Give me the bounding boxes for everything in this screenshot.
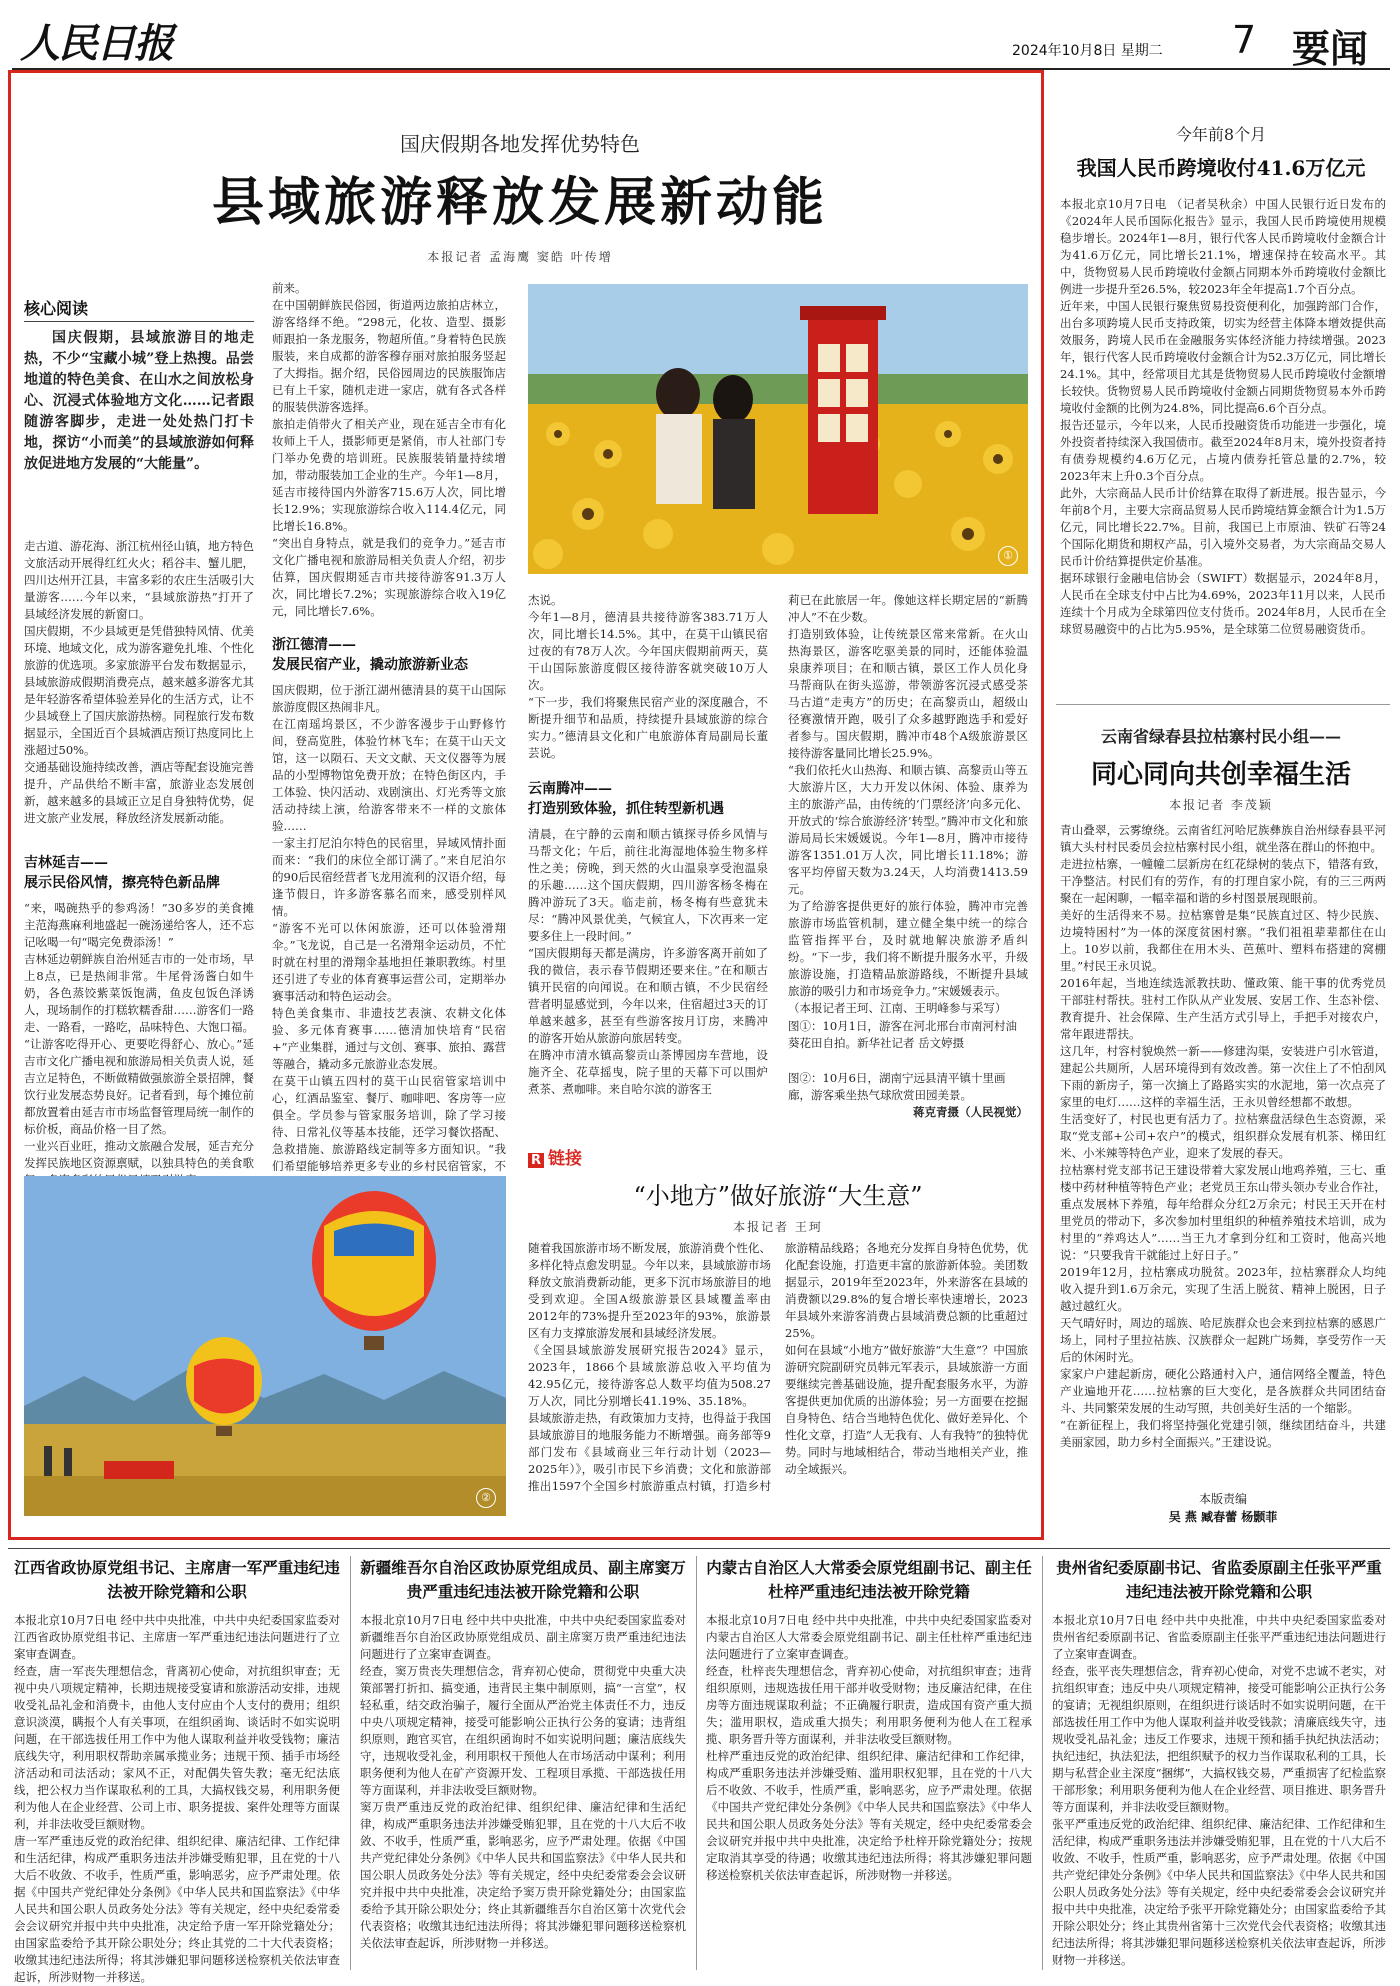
link-label-text: 链接 [548,1149,583,1169]
bottom-article1-body: 本报北京10月7日电 经中共中央批准，中共中央纪委国家监委对江西省政协原党组书记、主席唐一军严重违纪违法问题进行了立案审查调查。 经查，唐一军丧失理想信念，背离初心使命，对抗组织审查；无视中央八项规定精神，长期违规接受宴请和旅游活动安排，违规收受礼品礼金和消费卡，由他人支付应由个人支付的费用；组织意识淡漠，瞒报个人有关事项，在组织函询、谈话时不如实说明问题，在干部选拔任用工作中为他人谋取利益并收受钱物；廉洁底线失守，利用职权帮助亲属承揽业务；违规干预、插手市场经济活动和司法活动；家风不正，对配偶失管失教；毫无纪法底线，把公权力当作谋取私利的工具，大搞权钱交易，利用职务便利为他人在企业经营、公司上市、职务提拔、案件处理等方面谋利，并非法收受巨额财物。 唐一军严重违反党的政治纪律、组织纪律、廉洁纪律、工作纪律和生活纪律，构成严重职务违法并涉嫌受贿犯罪，且在党的十八大后不收敛、不收手，性质严重，影响恶劣，应予严肃处理。依据《中国共产党纪律处分条例》《中华人民共和国监察法》《中华人民共和国公职人员政务处分法》等有关规定，经中央纪委常委会会议研究并报中共中央批准，决定给予唐一军开除党籍处分；由国家监委给予其开除公职处分；终止其党的二十大代表资格；收缴其违纪违法所得；将其涉嫌犯罪问题移送检察机关依法审查起诉，所涉财物一并移送。 [14,1613,340,1984]
link-headline: “小地方”做好旅游“大生意” [633,1182,923,1210]
main-byline: 本报记者 孟海鹰 窦皓 叶传增 [427,250,613,264]
section-deqing-body: 国庆假期，位于浙江湖州德清县的莫干山国际旅游度假区热闹非凡。 在江南瑶坞景区，不少游客漫步于山野修竹间，登高览胜，体验竹林飞车；在莫干山天文馆，这一以陨石、天文文献、天文仪器等为展品的小型博物馆免费开放；在特色街区内，手工体验、快闪活动、戏剧演出、灯光秀等文旅活动持续上演，给游客带来不一样的文旅体验…… 一家主打尼泊尔特色的民宿里，异域风情扑面而来：“我们的床位全部订满了。”来自尼泊尔的90后民宿经营者飞龙用流利的汉语介绍，每逢节假日，许多游客慕名而来，感受别样风情。 “游客不光可以休闲旅游，还可以体验滑翔伞。”飞龙说，自己是一名滑翔伞运动员，不忙时就在村里的滑翔伞基地担任兼职教练。村里还引进了专业的体育赛事运营公司，定期举办赛事活动和特色运动会。 特色美食集市、非遗技艺表演、农耕文化体验、多元体育赛事……德清加快培育“民宿+”产业集群，通过与文创、赛事、旅拍、露营等融合，撬动多元旅游业态发展。 在莫干山镇五四村的莫干山民宿管家培训中心，红酒品鉴室、餐厅、咖啡吧、客房等一应俱全。学员参与管家服务培训，除了学习接待、日常礼仪等基本技能，还学习餐饮搭配、急救措施、旅游路线定制等多方面知识。“我们希望能够培养更多专业的乡村民宿管家，不 [272,683,507,1173]
section-tengchong-title: 云南腾冲—— [528,781,612,797]
bottom-article2-headline: 新疆维吾尔自治区政协原党组成员、副主席窦万贵严重违纪违法被开除党籍和公职 [360,1558,686,1601]
bottom-column-rule-1 [350,1556,351,1970]
right-article2-kicker: 云南省绿春县拉枯寨村民小组—— [1100,727,1341,746]
section-deqing-title: 浙江德清—— [272,637,356,653]
section-tengchong-subhead: 打造别致体验，抓住转型新机遇 [528,801,724,817]
right-divider [1056,704,1390,705]
section-tengchong-body: 清晨，在宁静的云南和顺古镇探寻侨乡风情与马帮文化；午后，前往北海湿地体验生物多样性之美；傍晚，到天然的火山温泉享受泡温泉的乐趣……这个国庆假期，四川游客杨冬梅在腾冲游玩了3天。临走前，杨冬梅有些意犹未尽：“腾冲风景优美，气候宜人，下次再来一定要多住上一段时间。” “国庆假期每天都是满房，许多游客离开前如了我的微信，表示春节假期还要来住。”在和顺古镇开民宿的向闻说。在和顺古镇，不少民宿经营者明显感觉到，今年以来，住宿超过3天的订单越来越多，甚至有些游客按月订房，来腾冲的游客开始从旅游向旅居转变。 在腾冲市清水镇高黎贡山茶博园房车营地，设施齐全、花草摇曳，院子里的天幕下可以围炉煮茶、煮咖啡。来自哈尔滨的游客王 [528,827,768,1096]
bottom-article3-headline: 内蒙古自治区人大常委会原党组副书记、副主任杜梓严重违纪违法被开除党籍 [706,1558,1032,1601]
bottom-divider [8,1548,1390,1549]
photo-caption-1: 图①：10月1日，游客在河北邢台市南河村油葵花田自拍。新华社记者 岳文婷摄 [788,1019,1017,1050]
section-yanji-body-cont: 前来。 在中国朝鲜族民俗园，街道两边旅拍店林立，游客络绎不绝。“298元，化妆、造型、摄影师跟拍一条龙服务，物超所值。”身着特色民族服装，来自成都的游客穆存丽对旅拍服务竖起了大拇指。据介绍，民俗园周边的民族服饰店已有上千家，随机走进一家店，就有各式各样的服装供游客选择。 旅拍走俏带火了相关产业，现在延吉全市有化妆师上千人，摄影师更是紧俏，市人社部门专门举办免费的培训班。民族服装销量持续增加，带动服装加工企业的生产。今年1—8月，延吉市接待国内外游客715.6万人次，同比增长12.9%；实现旅游综合收入114.4亿元，同比增长16.8%。 “突出自身特点，就是我们的竞争力。”延吉市文化广播电视和旅游局相关负责人介绍，初步估算，国庆假期延吉市共接待游客91.3万人次，同比增长7.2%；实现旅游综合收入19亿元，同比增长7.6%。 [272,281,506,618]
masthead [12,10,1390,70]
right-article2-body: 青山叠翠，云雾缭绕。云南省红河哈尼族彝族自治州绿春县平河镇大头村村民委员会拉枯寨村民小组，就坐落在群山的怀抱中。 走进拉枯寨，一幢幢二层新房在红花绿树的装点下，错落有致，干净整洁。村民们有的劳作，有的打理自家小院，有的三三两两聚在一起闲聊，一幅幸福和谐的乡村图景展现眼前。 美好的生活得来不易。拉枯寨曾是集“民族直过区、特少民族、边境特困村”为一体的深度贫困村寨。“我们祖祖辈辈都住在山上。10岁以前，我都住在用木头、芭蕉叶、塑料布搭建的窝棚里。”村民王永贝说。 2016年起，当地连续选派教扶助、懂政策、能干事的优秀党员干部驻村帮扶。驻村工作队从产业发展、安居工作、生态补偿、教育提升、社会保障、生产生活方式引导上，手把手对接农户，常年跟进帮扶。 这几年，村容村貌焕然一新——修建沟渠，安装进户引水管道，建起公共厕所，人居环境得到有效改善。第一次住上了不怕刮风下雨的新房子，第一次摘上了路路实实的水泥地，第一次点亮了家里的电灯……这样的幸福生活，王永贝曾经想都不敢想。 生活变好了，村民也更有活力了。拉枯寨盘活绿色生态资源，采取“党支部+公司+农户”的模式，组织群众发展有机茶、梯田红米、小米辣等特色产业，迎来了发展的春天。 拉枯寨村党支部书记王建设带着大家发展山地鸡养殖，三七、重楼中药材种植等特色产业；老党员王东山带头领办专业合作社，重点发展林下养殖，每年给群众分红2万余元；村民王天开在村里党员的带动下，多次参加村里组织的种植养殖技术培训，成为村里的“养鸡达人”……当王九才拿到分红和工资时，他高兴地说：“只要我肯干就能过上好日子。” 2019年12月，拉枯寨成功脱贫。2023年，拉枯寨群众人均纯收入提升到1.6万余元，实现了生活上脱贫、精神上脱困，日子越过越红火。 天气晴好时，周边的瑶族、哈尼族群众也会来到拉枯寨的感恩广场上，同村子里拉祜族、汉族群众一起跳广场舞，享受劳作一天后的休闲时光。 家家户户建起新房，硬化公路通村入户，通信网络全覆盖，特色产业遍地开花……拉枯寨的巨大变化，是各族群众共同团结奋斗、共同繁荣发展的生动写照，共创美好生活的一个缩影。 “在新征程上，我们将坚持强化党建引领，继续团结奋斗，共建美丽家园，助力乡村全面振兴。”王建设说。 [1060,823,1386,1449]
link-body: 随着我国旅游市场不断发展，旅游消费个性化、多样化特点愈发明显。今年以来，县域旅游市场释放文旅消费新动能，更多下沉市场旅游目的地受到欢迎。全国A级旅游景区县域覆盖率由2012年的73%提升至2023年的93%，旅游景区有力支撑旅游发展和县域经济发展。 《全国县域旅游发展研究报告2024》显示，2023年，1866个县域旅游总收入平均值为42.95亿元，接待游客总人数平均值为508.27万人次，同比分别增长41.19%、35.18%。 县域旅游走热，有政策加力支持，也得益于我国县域旅游目的地服务能力不断增强。商务部等9部门发布《县域商业三年行动计划（2023—2025年）》，吸引市民下乡消费；文化和旅游部推出1597个全国乡村旅游重点村镇，打造乡村旅游精品线路；各地充分发挥自身特色优势，优化配套设施，打造更丰富的旅游新体验。美团数据显示，2019年至2023年，外来游客在县域的消费额以29.8%的复合增长率快速增长，2023年县域外来游客消费占县域消费总额的比重超过25%。 如何在县域“小地方”做好旅游“大生意”？中国旅游研究院副研究员韩元军表示，县域旅游一方面要继续完善基础设施，提升配套服务水平，为游客提供更加优质的出游体验；另一方面要在挖掘自身特色、结合当地特色优化、做好差异化、个性化文章，打造“人无我有、人有我特”的独特优势。同时与地域相结合，带动当地相关产业，推动全域振兴。 [528,1241,1028,1493]
core-reading-text: 国庆假期，县域旅游目的地走热，不少“宝藏小城”登上热搜。品尝地道的特色美食、在山水之间放松身心、沉浸式体验地方文化……记者跟随游客脚步，走进一处处热门打卡地，探访“小而美”的县域旅游如何释放促进地方发展的“大能量”。 [24,330,254,472]
bottom-article4-body: 本报北京10月7日电 经中共中央批准，中共中央纪委国家监委对贵州省纪委原副书记、省监委原副主任张平严重违纪违法问题进行了立案审查调查。 经查，张平丧失理想信念，背弃初心使命，对党不忠诚不老实，对抗组织审查；违反中央八项规定精神，接受可能影响公正执行公务的宴请；无视组织原则，在组织进行谈话时不如实说明问题，在干部选拔任用工作中为他人谋取利益并收受钱款；清廉底线失守，违规收受礼品礼金；违反工作要求，违规干预和插手执纪执法活动；执纪违纪，执法犯法，把组织赋予的权力当作谋取私利的工具，长期与私营企业主深度“捆绑”，大搞权钱交易，严重损害了纪检监察干部形象；利用职务便利为他人在企业经营、项目推进、职务晋升等方面谋利，并非法收受巨额财物。 张平严重违反党的政治纪律、组织纪律、廉洁纪律、工作纪律和生活纪律，构成严重职务违法并涉嫌受贿犯罪，且在党的十八大后不收敛、不收手，性质严重，影响恶劣，应予严肃处理。依据《中国共产党纪律处分条例》《中华人民共和国监察法》《中华人民共和国公职人员政务处分法》等有关规定，经中央纪委常委会会议研究并报中共中央批准，决定给予张平开除党籍处分；由国家监委给予其开除公职处分；终止其贵州省第十三次党代会代表资格；收缴其违纪违法所得；将其涉嫌犯罪问题移送检察机关依法审查起诉，所涉财物一并移送。 [1052,1613,1386,1967]
link-section-label [528,1144,1028,1168]
section-deqing-body-cont: 杰说。 今年1—8月，德清县共接待游客383.71万人次，同比增长14.5%。其中，在莫干山镇民宿过夜的有78万人次。今年国庆假期前两天，莫干山国际旅游度假区接待游客就突破10万人次。 “下一步，我们将聚焦民宿产业的深度融合，不断提升细节和品质，持续提升县域旅游的综合实力。”德清县文化和广电旅游体育局副局长董芸说。 [528,593,768,760]
bottom-article1-headline: 江西省政协原党组书记、主席唐一军严重违纪违法被开除党籍和公职 [14,1558,340,1601]
section-tengchong-body-cont: 莉已在此旅居一年。像她这样长期定居的“新腾冲人”不在少数。 打造别致体验，让传统景区常来常新。在火山热海景区，游客吃驱美景的同时，还能体验温泉康养项目；在和顺古镇，景区工作人员化身马帮商队在街头巡游，带领游客沉浸式感受茶马古道“走夷方”的历史；在高黎贡山，超级山径赛激情开跑，吸引了众多越野跑选手和爱好者参与。国庆假期，腾冲市48个A级旅游景区接待游客量同比增长25.9%。 “我们依托火山热海、和顺古镇、高黎贡山等五大旅游片区，大力开发以休闲、体验、康养为主的旅游产品，由传统的‘门票经济’向多元化、开放式的‘综合旅游经济’转型。”腾冲市文化和旅游局局长宋媛媛说。今年1—8月，腾冲市接待游客1351.01万人次，同比增长11.18%；游客平均停留天数为3.24天，人均消费1413.59元。 为了给游客提供更好的旅行体验，腾冲市完善旅游市场监管机制，建立健全集中统一的综合监管指挥平台，及时就地解决旅游矛盾纠纷。“下一步，我们将不断提升服务水平，升级旅游设施，打造精品旅游路线，不断提升县域旅游的吸引力和市场竞争力。”宋媛媛表示。 （本报记者王珂、江南、王明峰参与采写） [788,593,1028,1015]
bottom-article3-body: 本报北京10月7日电 经中共中央批准，中共中央纪委国家监委对内蒙古自治区人大常委会原党组副书记、副主任杜梓严重违纪违法问题进行了立案审查调查。 经查，杜梓丧失理想信念，背弃初心使命，对抗组织审查；违背组织原则，违规选拔任用干部并收受财物；违反廉洁纪律，在住房等方面违规谋取利益；不正确履行职责，造成国有资产重大损失；滥用职权，造成重大损失；利用职务便利为他人在工程承揽、职务晋升等方面谋利，并非法收受巨额财物。 杜梓严重违反党的政治纪律、组织纪律、廉洁纪律和工作纪律，构成严重职务违法并涉嫌受贿、滥用职权犯罪，且在党的十八大后不收敛、不收手，性质严重，影响恶劣，应予严肃处理。依据《中国共产党纪律处分条例》《中华人民共和国监察法》《中华人民共和国公职人员政务处分法》等有关规定，经中央纪委常委会会议研究并报中共中央批准，决定给予杜梓开除党籍处分；按规定取消其享受的待遇；收缴其违纪违法所得；将其涉嫌犯罪问题移送检察机关依法审查起诉，所涉财物一并移送。 [706,1613,1032,1882]
photo-marker-1: ① [998,546,1018,566]
section-yanji-title: 吉林延吉—— [24,855,108,871]
bottom-column-rule-3 [1042,1556,1043,1970]
page-number: 7 [1232,18,1257,62]
bottom-column-rule-2 [696,1556,697,1970]
photo-marker-2: ② [476,1488,496,1508]
link-tag-icon: R [528,1153,544,1168]
right-article1-kicker: 今年前8个月 [1175,125,1267,144]
right-article2-headline: 同心同向共创幸福生活 [1090,760,1351,790]
bottom-article2-body: 本报北京10月7日电 经中共中央批准，中共中央纪委国家监委对新疆维吾尔自治区政协原党组成员、副主席窦万贵严重违纪违法问题进行了立案审查调查。 经查，窦万贵丧失理想信念，背弃初心使命，贯彻党中央重大决策部署打折扣、搞变通，违背民主集中制原则，搞“一言堂”，权轻私重，结交政治骗子，履行全面从严治党主体责任不力，违反中央八项规定精神，接受可能影响公正执行公务的宴请；违背组织原则，跑官买官，在组织函询时不如实说明问题；廉洁底线失守，违规收受礼金，利用职权干预他人在市场活动中谋利；利用职务便利为他人在矿产资源开发、工程项目承揽、干部选拔任用等方面谋利，并非法收受巨额财物。 窦万贵严重违反党的政治纪律、组织纪律、廉洁纪律和生活纪律，构成严重职务违法并涉嫌受贿犯罪，且在党的十八大后不收敛、不收手，性质严重，影响恶劣，应予严肃处理。依据《中国共产党纪律处分条例》《中华人民共和国监察法》《中华人民共和国公职人员政务处分法》等有关规定，经中央纪委常委会会议研究并报中共中央批准，决定给予窦万贵开除党籍处分；由国家监委给予其开除公职处分；终止其新疆维吾尔自治区第十次党代会代表资格；收缴其违纪违法所得；将其涉嫌犯罪问题移送检察机关依法审查起诉，所涉财物一并移送。 [360,1613,686,1950]
intro-body: 走古道、游花海、浙江杭州径山镇，地方特色文旅活动开展得红红火火；稻谷丰、蟹儿肥，四川达州开江县，丰富多彩的农庄生活吸引大量游客……今年以来，“县域旅游热”打开了县域经济发展的新窗口。 国庆假期，不少县域更是凭借独特风情、优美环境、地域文化，成为游客避免扎堆、个性化旅游的优选项。多家旅游平台发布数据显示，县域旅游成假期消费亮点，越来越多游客尤其是年轻游客希望体验差异化的生活方式，让不少县域登上了国庆旅游热榜。同程旅行发布数据显示，全国近百个县城酒店预订热度同比上涨超过50%。 交通基础设施持续改善，酒店等配套设施完善提升，产品供给不断丰富，旅游业态发展创新，越来越多的县域正立足自身独特优势，促进文旅产业发展，释放经济发展新动能。 [24,539,254,825]
photo-sunflower-illustration [528,284,1028,574]
right-article1-headline: 我国人民币跨境收付41.6万亿元 [1076,156,1366,180]
bottom-article4-headline: 贵州省纪委原副书记、省监委原副主任张平严重违纪违法被开除党籍和公职 [1056,1558,1382,1601]
dateline: 2024年10月8日 星期二 [1012,43,1163,59]
page-section-name: 要闻 [1292,27,1369,71]
link-byline: 本报记者 王珂 [733,1220,823,1234]
photo-hot-air-balloons [24,1176,506,1516]
editor-credit-label: 本版责编 [1198,1492,1247,1506]
editor-credit-names: 吴 燕 臧春蕾 杨颢菲 [1168,1510,1278,1524]
photo-caption-2: 图②：10月6日，湖南宁远县清平镇十里画廊，游客乘坐热气球欣赏田园美景。 [788,1071,1006,1102]
main-kicker: 国庆假期各地发挥优势特色 [400,132,640,156]
section-yanji-subhead: 展示民俗风情，擦亮特色新品牌 [24,875,220,891]
main-headline: 县域旅游释放发展新动能 [211,172,828,233]
core-reading-title: 核心阅读 [24,296,254,322]
photo-sunflower-field [528,284,1028,574]
photo-balloons-illustration [24,1176,506,1516]
section-deqing-subhead: 发展民宿产业，撬动旅游新业态 [272,657,468,673]
right-article2-byline: 本报记者 李茂颖 [1169,798,1273,812]
right-article1-body: 本报北京10月7日电 （记者吴秋余）中国人民银行近日发布的《2024年人民币国际化报告》显示，我国人民币跨境使用规模稳步增长。2024年1—8月，银行代客人民币跨境收付金额合计为41.6万亿元，同比增长21.1%，增速保持在较高水平。其中，货物贸易人民币跨境收付金额占同期本外币跨境收付金额比例进一步提升至26.5%，较2023年全年提高1.7个百分点。 近年来，中国人民银行聚焦贸易投资便利化，加强跨部门合作，出台多项跨境人民币支持政策，切实为经营主体降本增效提供高效服务，跨境人民币在金融服务实体经济能力持续增强。2023年，银行代客人民币跨境收付金额合计为52.3万亿元，同比增长24.1%。其中，经常项目尤其是货物贸易人民币跨境收付金额增长较快。货物贸易人民币跨境收付金额占同期货物贸易本外币跨境收付金额的比例为24.8%，同比提高6.6个百分点。 报告还显示，今年以来，人民币投融资货币功能进一步强化，境外投资者持续深入我国债市。截至2024年8月末，境外投资者持有债券规模约4.6万亿元，占境内债券托管总量的2.7%，较2023年末上升0.3个百分点。 此外，大宗商品人民币计价结算在取得了新进展。报告显示，今年前8个月，主要大宗商品贸易人民币跨境结算金额合计为1.5万亿元，同比增长22.7%。目前，我国已上市原油、铁矿石等24个国际化期货和期权产品，引入境外交易者，为大宗商品交易人民币计价结算提供定价基准。 据环球银行金融电信协会（SWIFT）数据显示，2024年8月，人民币在全球支付中占比为4.69%，2023年11月以来，人民币连续十个月成为全球第四位支付货币。2024年8月，人民币在全球贸易融资中的占比为5.95%，是全球第二位贸易融资货币。 [1060,197,1386,636]
newspaper-logo: 人民日报 [20,20,172,67]
photo-credit: 蒋克青摄（人民视觉） [913,1105,1028,1119]
section-yanji-body: “来，喝碗热乎的参鸡汤！”30多岁的美食摊主范海燕麻利地盛起一碗汤递给客人，还不忘记吆喝一句“喝完免费添汤！” 吉林延边朝鲜族自治州延吉市的一处市场，早上8点，已是热闹非常。牛尾骨汤酱白如牛奶，各色蒸饺紫菜饭饱满，鱼皮包饭色泽诱人，现场制作的打糕软糯香甜……游客们一路走、一路看，一路吃，品味特色、大饱口福。 “让游客吃得开心、更要吃得舒心、放心。”延吉市文化广播电视和旅游局相关负责人说，延吉立足特色，不断做精做强旅游全景招牌，餐饮行业发展态势良好。记者看到，每个摊位前都放置着由延吉市市场监督管理局统一制作的标价板，商品价格一目了然。 一业兴百业旺，推动文旅融合发展，延吉充分发挥民族地区资源禀赋，以独具特色的美食歌 [24,901,254,1170]
